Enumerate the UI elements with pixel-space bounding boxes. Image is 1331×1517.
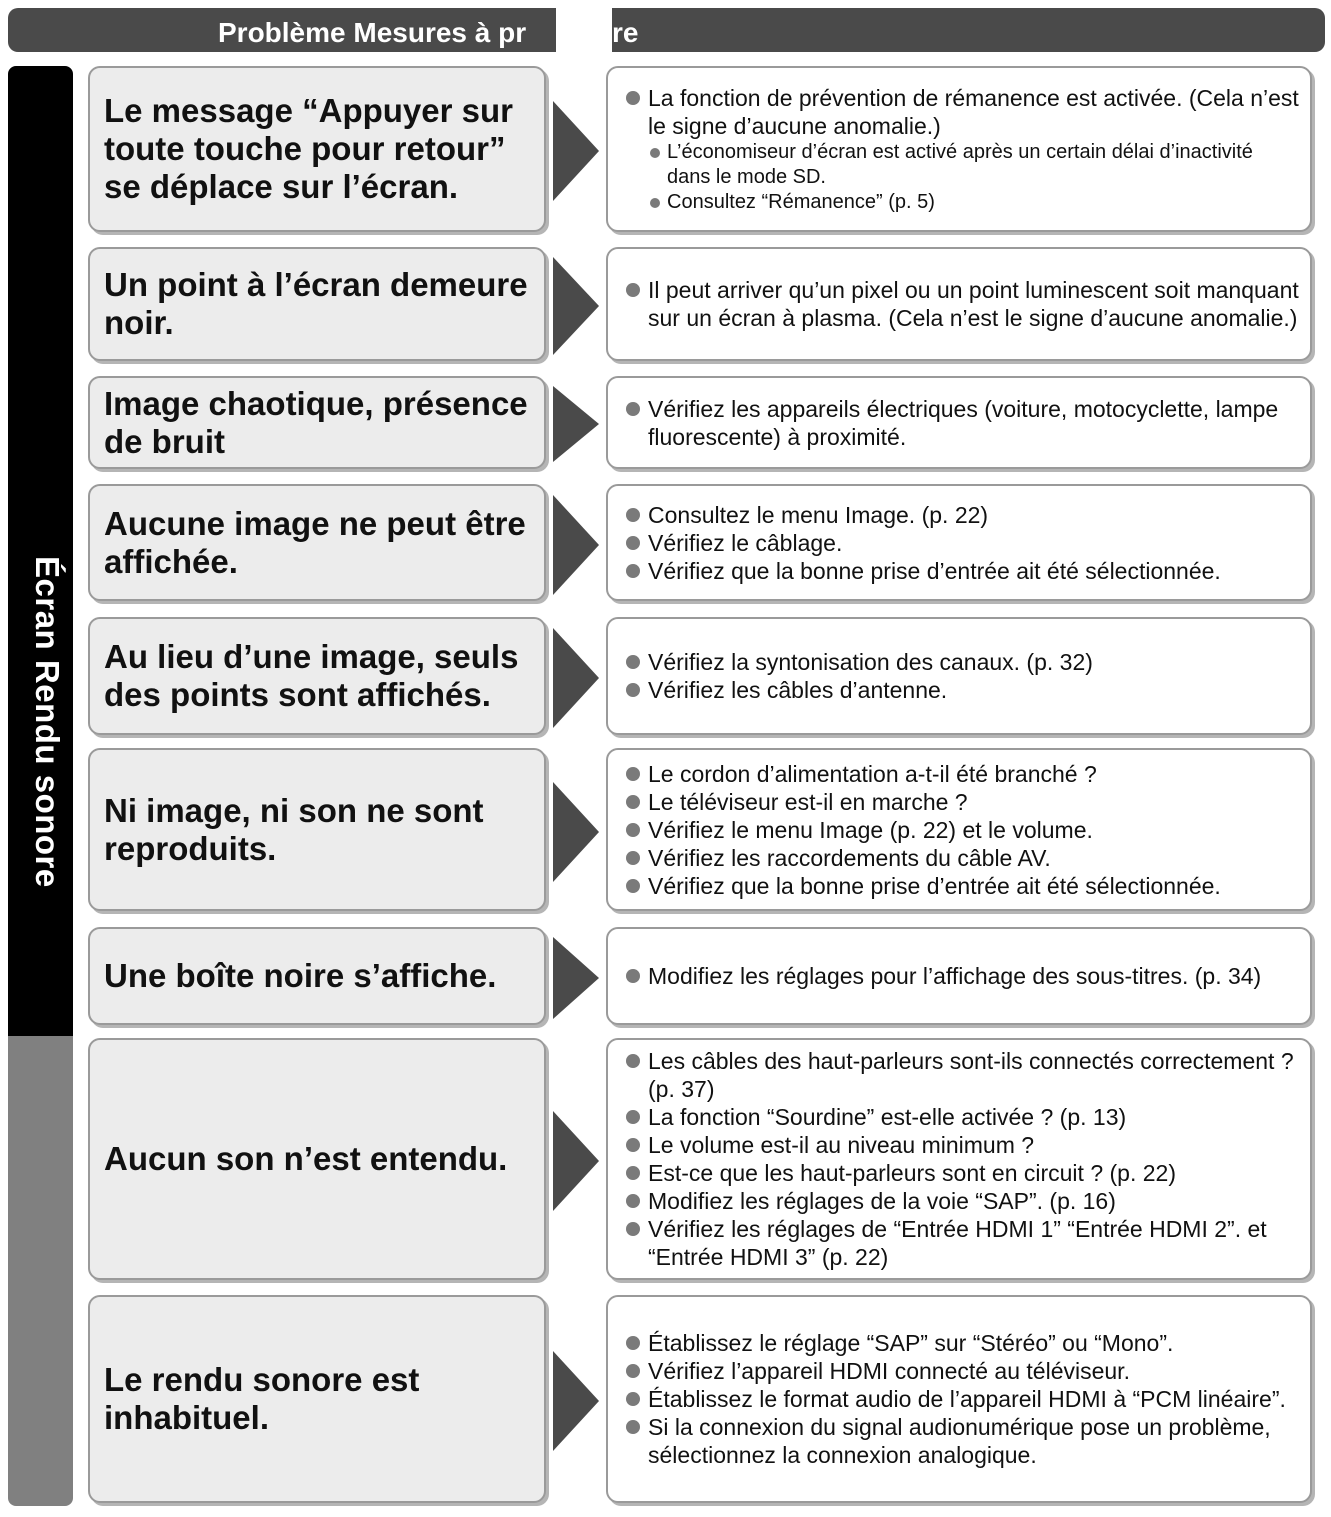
problem-text: Au lieu d’une image, seuls des points sont affichés. — [104, 638, 519, 713]
problem-cell — [88, 1038, 546, 1280]
solution-cell — [606, 66, 1312, 232]
problem-text: Aucune image ne peut être affichée. — [104, 504, 526, 580]
problem-text: Un point à l’écran demeure noir. — [104, 266, 528, 341]
side-label — [8, 66, 73, 1506]
solution-cell — [606, 748, 1312, 911]
solution-cell — [606, 1038, 1312, 1280]
solution-cell — [606, 617, 1312, 735]
solution-item: Vérifiez les raccordements du câble AV. — [626, 844, 1300, 872]
solution-item: Modifiez les réglages pour l’affichage des sous-titres. (p. 34) — [626, 962, 1300, 990]
solution-item: Le cordon d’alimentation a-t-il été branché ? — [626, 760, 1300, 788]
problem-cell — [88, 484, 546, 601]
solution-item: Établissez le réglage “SAP” sur “Stéréo” ou “Mono”. — [626, 1329, 1300, 1357]
solution-item: Est-ce que les haut-parleurs sont en circuit ? (p. 22) — [626, 1159, 1300, 1187]
arrow-icon — [553, 257, 599, 355]
solution-item: Vérifiez que la bonne prise d’entrée ait été sélectionnée. — [626, 872, 1300, 900]
header-problem-label: Problème Mesures à pr — [218, 17, 527, 48]
problem-text: Aucun son n’est entendu. — [104, 1140, 508, 1177]
table-header — [8, 8, 1325, 52]
problem-cell — [88, 66, 546, 232]
problem-text: Ni image, ni son ne sont reproduits. — [104, 791, 484, 867]
problem-text: Le rendu sonore est inhabituel. — [104, 1361, 420, 1436]
solution-cell — [606, 1295, 1312, 1503]
solution-item: Vérifiez la syntonisation des canaux. (p. 32) — [626, 648, 1300, 676]
solution-item: La fonction de prévention de rémanence est activée. (Cela n’est le signe d’aucune anomalie.) — [626, 84, 1300, 140]
arrow-icon — [553, 1351, 599, 1451]
problem-cell — [88, 376, 546, 469]
problem-text: Image chaotique, présence de bruit — [104, 384, 528, 460]
solution-item: Les câbles des haut-parleurs sont-ils connectés correctement ? (p. 37) — [626, 1047, 1300, 1103]
solution-item: Le téléviseur est-il en marche ? — [626, 788, 1300, 816]
problem-cell — [88, 617, 546, 735]
header-measures-label: re — [612, 17, 639, 48]
arrow-icon — [553, 937, 599, 1019]
solution-item: Modifiez les réglages de la voie “SAP”. (p. 16) — [626, 1187, 1300, 1215]
arrow-icon — [553, 386, 599, 462]
solution-item: Vérifiez le câblage. — [626, 529, 1300, 557]
solution-cell — [606, 376, 1312, 469]
solution-item: Vérifiez les appareils électriques (voiture, motocyclette, lampe fluorescente) à proximité. — [626, 395, 1300, 451]
solution-item: Le volume est-il au niveau minimum ? — [626, 1131, 1300, 1159]
solution-item: La fonction “Sourdine” est-elle activée ? (p. 13) — [626, 1103, 1300, 1131]
arrow-icon — [553, 1111, 599, 1211]
problem-cell — [88, 1295, 546, 1503]
solution-item: Vérifiez les câbles d’antenne. — [626, 676, 1300, 704]
problem-text: Le message “Appuyer sur toute touche pour retour” se déplace sur l’écran. — [104, 92, 513, 205]
solution-item: Il peut arriver qu’un pixel ou un point luminescent soit manquant sur un écran à plasma. (Cela n’est le signe d’aucune anomalie.) — [626, 276, 1300, 332]
solution-item: Vérifiez le menu Image (p. 22) et le volume. — [626, 816, 1300, 844]
solution-item: Vérifiez que la bonne prise d’entrée ait été sélectionnée. — [626, 557, 1300, 585]
problem-cell — [88, 927, 546, 1025]
solution-subitem: Consultez “Rémanence” (p. 5) — [626, 190, 1300, 215]
solution-item: Si la connexion du signal audionumérique pose un problème, sélectionnez la connexion analogique. — [626, 1413, 1300, 1469]
arrow-icon — [553, 628, 599, 728]
header-gap — [556, 8, 612, 52]
solution-item: Consultez le menu Image. (p. 22) — [626, 501, 1300, 529]
side-label-text: Écran Rendu sonore — [29, 556, 66, 888]
solution-item: Vérifiez les réglages de “Entrée HDMI 1” “Entrée HDMI 2”. et “Entrée HDMI 3” (p. 22) — [626, 1215, 1300, 1271]
problem-cell — [88, 247, 546, 361]
solution-item: Établissez le format audio de l’appareil HDMI à “PCM linéaire”. — [626, 1385, 1300, 1413]
problem-cell — [88, 748, 546, 911]
solution-cell — [606, 484, 1312, 601]
arrow-icon — [553, 782, 599, 882]
solution-item: Vérifiez l’appareil HDMI connecté au téléviseur. — [626, 1357, 1300, 1385]
problem-text: Une boîte noire s’affiche. — [104, 957, 497, 994]
arrow-icon — [553, 495, 599, 595]
arrow-icon — [553, 101, 599, 201]
solution-cell — [606, 247, 1312, 361]
solution-subitem: L’économiseur d’écran est activé après un certain délai d’inactivité dans le mode SD. — [626, 140, 1300, 190]
solution-cell — [606, 927, 1312, 1025]
